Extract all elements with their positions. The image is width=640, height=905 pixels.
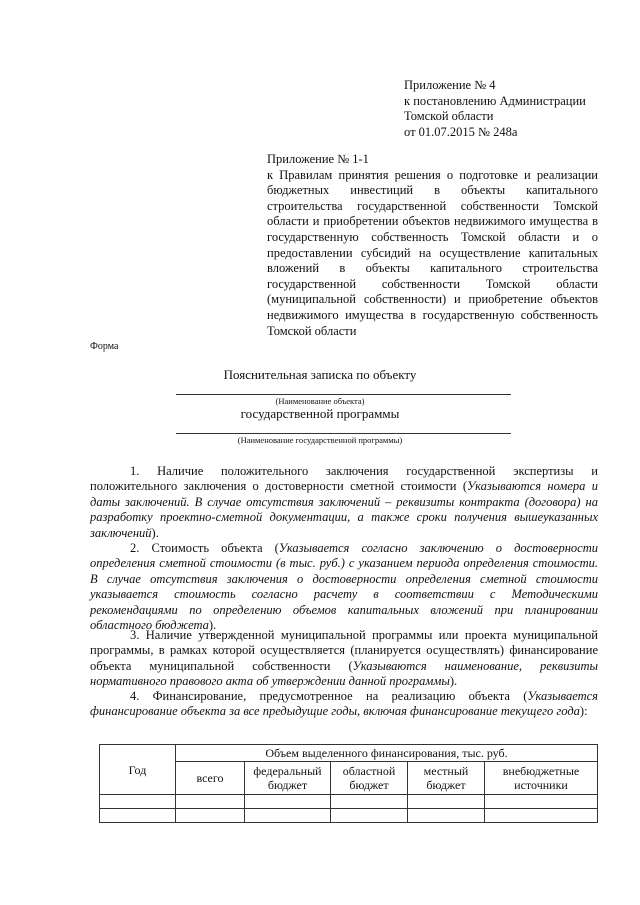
program-name-line [176, 433, 511, 434]
item-1: 1. Наличие положительного заключения государственной экспертизы и положительного заключения о достоверности сметной стоимости (Указываются номера и даты заключений. В случае отсутствия заключений – реквизиты контракта (договора) на разработку проектно-сметной документации, а также сроки получения вышеуказанных заключений). [90, 464, 598, 540]
header-line-1: Приложение № 4 [404, 78, 496, 92]
col-federal-header: федеральный бюджет [245, 762, 331, 795]
financing-table [99, 744, 598, 823]
program-name-caption: (Наименование государственной программы) [237, 435, 403, 445]
financing-group-header: Объем выделенного финансирования, тыс. руб. [176, 745, 598, 762]
table-cell [485, 795, 598, 809]
header-line-3: Томской области [404, 109, 494, 123]
table-cell [331, 795, 408, 809]
table-cell [408, 809, 485, 823]
col-extra-header: внебюджетные источники [485, 762, 598, 795]
table-cell [176, 795, 245, 809]
form-label: Форма [90, 341, 119, 352]
table-cell [331, 809, 408, 823]
appendix-title: Приложение № 1-1 [267, 152, 369, 166]
item-2: 2. Стоимость объекта (Указывается согласно заключению о достоверности определения сметной стоимости (в тыс. руб.) с указанием периода определения стоимости. В случае отсутствия заключения о достоверности определения сметной стоимости указывается стоимость согласно расчету в соответствии с Методическими рекомендациями по определению объемов капитальных вложений при планировании областного бюджета). [90, 541, 599, 633]
table-cell [408, 795, 485, 809]
col-year-header: Год [100, 745, 176, 795]
table-row [100, 795, 598, 809]
header-line-2: к постановлению Администрации [404, 93, 586, 108]
col-local-header: местный бюджет [408, 762, 485, 795]
table-cell [245, 795, 331, 809]
header-line-4: от 01.07.2015 № 248а [404, 124, 518, 139]
program-label: государственной программы [240, 406, 400, 421]
item-3: 3. Наличие утвержденной муниципальной программы или проекта муниципальной программы, в рамках которой осуществляется (планируется осуществлять) финансирование объекта муниципальной собственности (Указываются наименование, реквизиты нормативного правового акта об утверждении данной программы). [90, 628, 598, 689]
object-name-caption: (Наименование объекта) [275, 396, 365, 406]
document-title: Пояснительная записка по объекту [223, 367, 417, 382]
table-cell [485, 809, 598, 823]
table-cell [176, 809, 245, 823]
item-4: 4. Финансирование, предусмотренное на реализацию объекта (Указывается финансирование объекта за все предыдущие годы, включая финансирование текущего года): [90, 689, 598, 719]
col-regional-header: областной бюджет [331, 762, 408, 795]
col-total-header: всего [176, 762, 245, 795]
appendix-text: к Правилам принятия решения о подготовке и реализации бюджетных инвестиций в объекты капитального строительства государственной собственности Томской области и приобретении объектов недвижимого имущества в государственную собственность Томской области и о предоставлении субсидий на осуществление капитальных вложений в объекты капитального строительства государственной собственности Томской области (муниципальной собственности) и приобретение объектов недвижимого имущества в государственную собственность Томской области [267, 167, 598, 338]
table-row [100, 809, 598, 823]
table-cell [245, 809, 331, 823]
table-cell [100, 809, 176, 823]
table-cell [100, 795, 176, 809]
approval-header [404, 78, 604, 140]
appendix-header [267, 152, 598, 339]
object-name-line [176, 394, 511, 395]
